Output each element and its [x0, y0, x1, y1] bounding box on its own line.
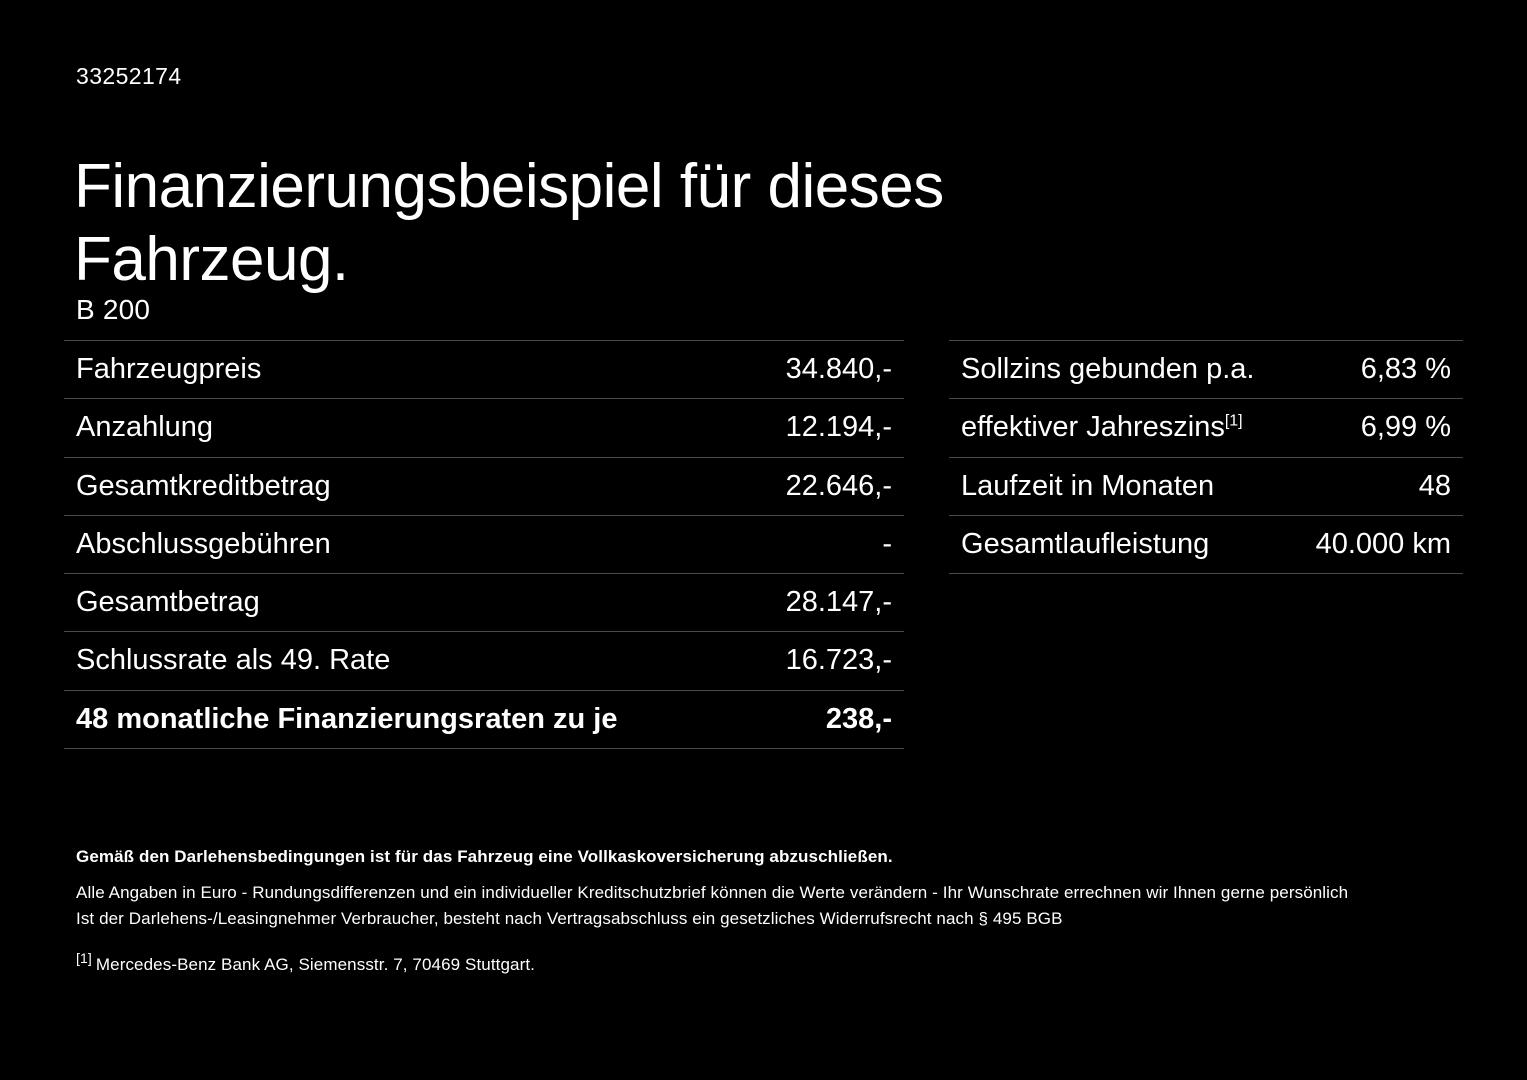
row-label	[949, 399, 1243, 457]
table-row	[949, 341, 1463, 399]
table-row	[64, 632, 904, 690]
vehicle-model-label: B 200	[76, 294, 151, 325]
financing-table-right	[949, 340, 1463, 574]
financing-left-column	[64, 340, 904, 749]
row-label-text: Sollzins gebunden p.a.	[961, 353, 1255, 385]
table-row	[64, 341, 904, 399]
row-label: Gesamtkreditbetrag	[76, 469, 331, 502]
table-row	[949, 399, 1463, 457]
footnote-line-2: Ist der Darlehens-/Leasingnehmer Verbraucher, besteht nach Vertragsabschluss ein gesetzliches Widerrufsrecht nach § 495 BGB	[76, 909, 1063, 929]
row-value: 238,-	[825, 702, 893, 735]
financing-right-column	[949, 340, 1463, 749]
row-label: Abschlussgebühren	[76, 527, 331, 560]
row-label: Fahrzeugpreis	[76, 353, 262, 385]
row-value: 16.723,-	[785, 644, 893, 677]
row-label	[949, 515, 1210, 573]
page-title: Finanzierungsbeispiel für dieses Fahrzeug.	[74, 151, 944, 294]
footnote-line-1: Alle Angaben in Euro - Rundungsdifferenzen und ein individueller Kreditschutzbrief können die Werte verändern - Ihr Wunschrate errechnen wir Ihnen gerne persönlich	[76, 883, 1349, 902]
row-label-text: Laufzeit in Monaten	[961, 469, 1215, 502]
row-value: 6,83 %	[1360, 353, 1451, 385]
table-row	[64, 457, 904, 515]
row-value: 12.194,-	[785, 411, 893, 444]
row-label	[949, 457, 1215, 515]
row-label-text: effektiver Jahreszins	[961, 411, 1225, 444]
reference-id: 33252174	[76, 63, 182, 89]
footnote-bank-text: Mercedes-Benz Bank AG, Siemensstr. 7, 70469 Stuttgart.	[95, 954, 535, 974]
row-label: Gesamtbetrag	[76, 586, 260, 618]
row-label: Schlussrate als 49. Rate	[76, 644, 391, 677]
financing-table-left	[64, 340, 904, 749]
table-row	[64, 574, 904, 632]
row-label-text: Gesamtlaufleistung	[961, 527, 1210, 560]
row-value: -	[882, 527, 893, 560]
row-value: 6,99 %	[1360, 411, 1451, 444]
table-row	[949, 457, 1463, 515]
table-row	[64, 399, 904, 457]
table-row	[64, 515, 904, 573]
table-row-monthly-rate	[64, 690, 904, 748]
financing-tables	[64, 340, 1463, 749]
footnotes-block	[76, 847, 1456, 975]
footnote-bank-reference	[76, 950, 1456, 975]
footnote-marker: [1]	[76, 950, 92, 967]
row-label	[949, 341, 1255, 399]
row-value: 28.147,-	[785, 586, 893, 618]
table-row	[949, 515, 1463, 573]
footnote-insurance-note: Gemäß den Darlehensbedingungen ist für das Fahrzeug eine Vollkaskoversicherung abzuschließen.	[76, 847, 893, 866]
row-value: 34.840,-	[785, 353, 893, 385]
row-label: Anzahlung	[76, 411, 214, 444]
row-value: 48	[1418, 469, 1451, 502]
row-label: 48 monatliche Finanzierungsraten zu je	[76, 702, 618, 735]
footnote-marker: [1]	[1224, 412, 1243, 430]
row-value: 22.646,-	[785, 469, 893, 502]
row-value: 40.000 km	[1315, 527, 1451, 560]
